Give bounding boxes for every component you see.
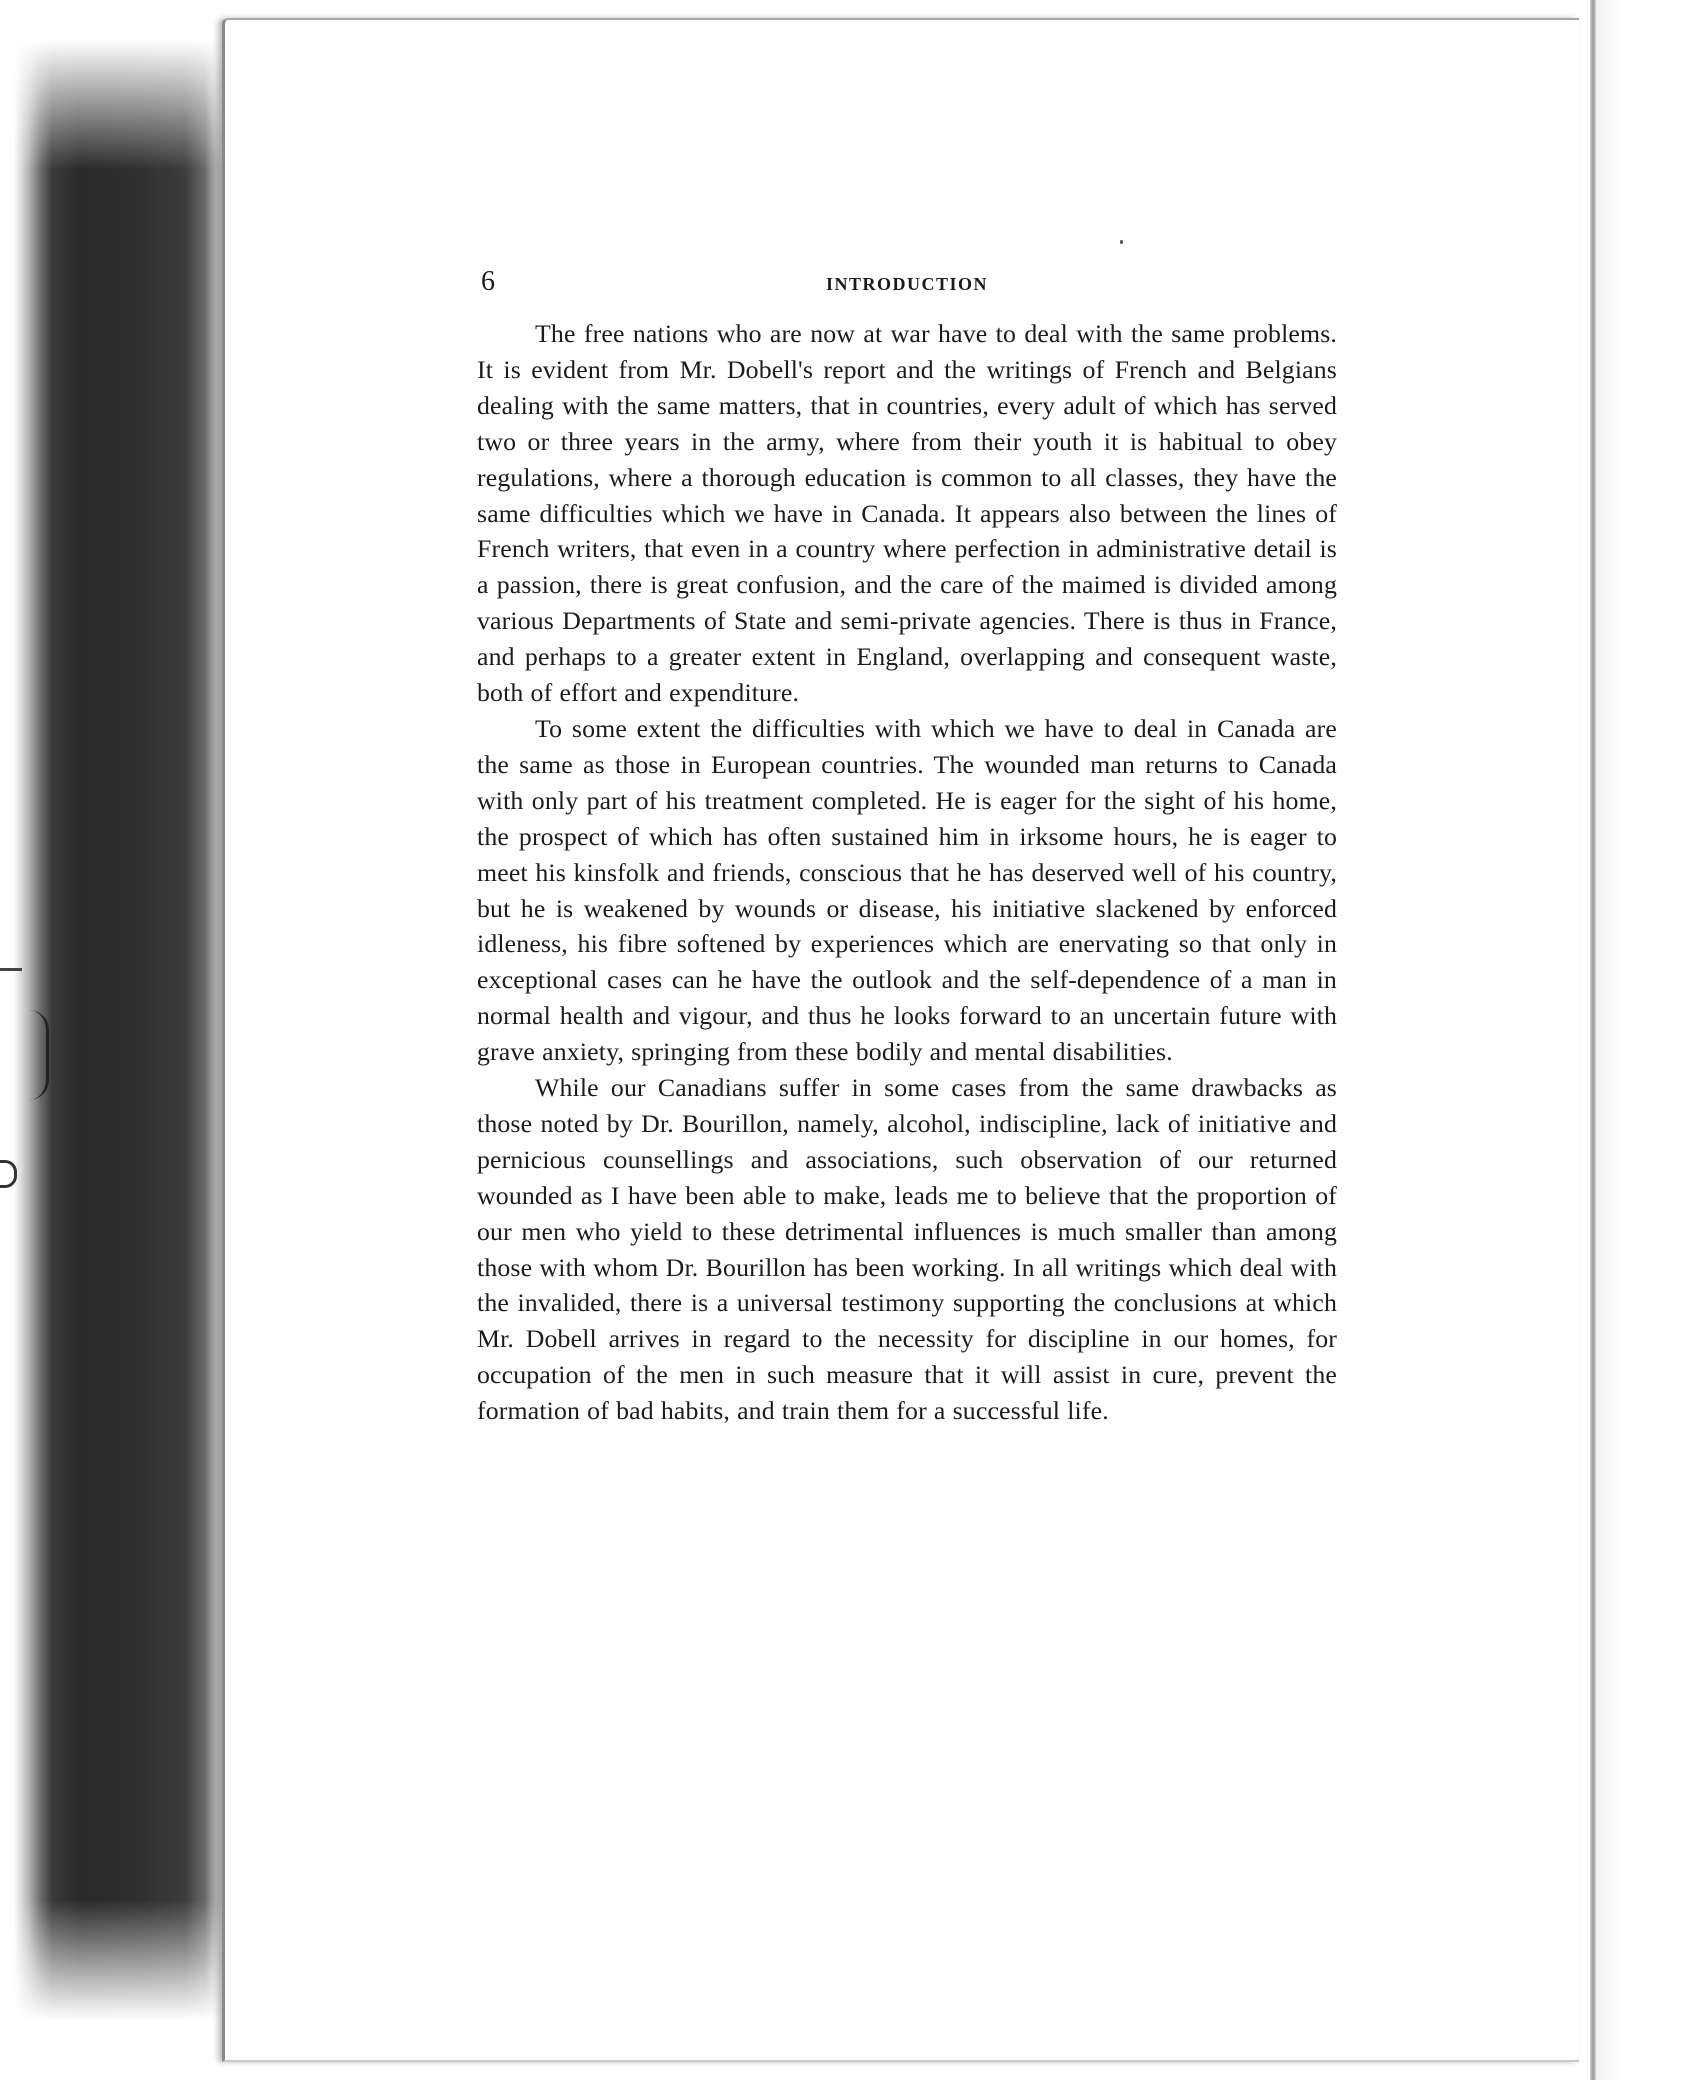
body-paragraph: While our Canadians suffer in some cases from the same drawbacks as those noted by Dr. Bourillon, namely, alcohol, indiscipline, lack of initiative and pernicious counsellings and associations, such observation of our returned wounded as I have been able to make, leads me to believe that the proportion of our men who yield to these detrimental influences is much smaller than among those with whom Dr. Bourillon has been working. In all writings which deal with the invalided, there is a universal testimony supporting the conclusions at which Mr. Dobell arrives in regard to the necessity for discipline in our homes, for occupation of the men in such measure that it will assist in cure, prevent the formation of bad habits, and train them for a successful life. (477, 1073, 1337, 1426)
body-paragraph: The free nations who are now at war have to deal with the same problems. It is evident from Mr. Dobell's report and the writings of French and Belgians dealing with the same matters, that in countries, every adult of which has served two or three years in the army, where from their youth it is habitual to obey regulations, where a thorough education is common to all classes, they have the same difficulties which we have in Canada. It appears also between the lines of French writers, that even in a country where perfection in administrative detail is a passion, there is great confusion, and the care of the maimed is divided among various Departments of State and semi-private agencies. There is thus in France, and perhaps to a greater extent in England, overlapping and consequent waste, both of effort and expenditure. (477, 319, 1337, 708)
running-head (477, 266, 1337, 308)
scan-margin-mark (28, 1010, 49, 1100)
body-paragraph: To some extent the difficulties with which we have to deal in Canada are the same as those in European countries. The wounded man returns to Canada with only part of his treatment completed. He is eager for the sight of his home, the prospect of which has often sustained him in irksome hours, he is eager to meet his kinsfolk and friends, conscious that he has deserved well of his country, but he is weakened by wounds or disease, his initiative slackened by enforced idleness, his fibre softened by experiences which are enervating so that only in exceptional cases can he have the outlook and the self-dependence of a man in normal health and vigour, and thus he looks forward to an uncertain future with grave anxiety, springing from these bodily and mental disabilities. (477, 713, 1337, 1067)
running-head-title: INTRODUCTION (825, 274, 989, 294)
scan-speck (1120, 240, 1123, 244)
page-text-block (477, 266, 1337, 1429)
scan-margin-mark (0, 968, 22, 971)
page-number: 6 (481, 266, 495, 297)
binding-bottom-fade (0, 1900, 240, 2080)
binding-top-fade (0, 0, 240, 170)
adjacent-page-edge (1596, 0, 1626, 2080)
